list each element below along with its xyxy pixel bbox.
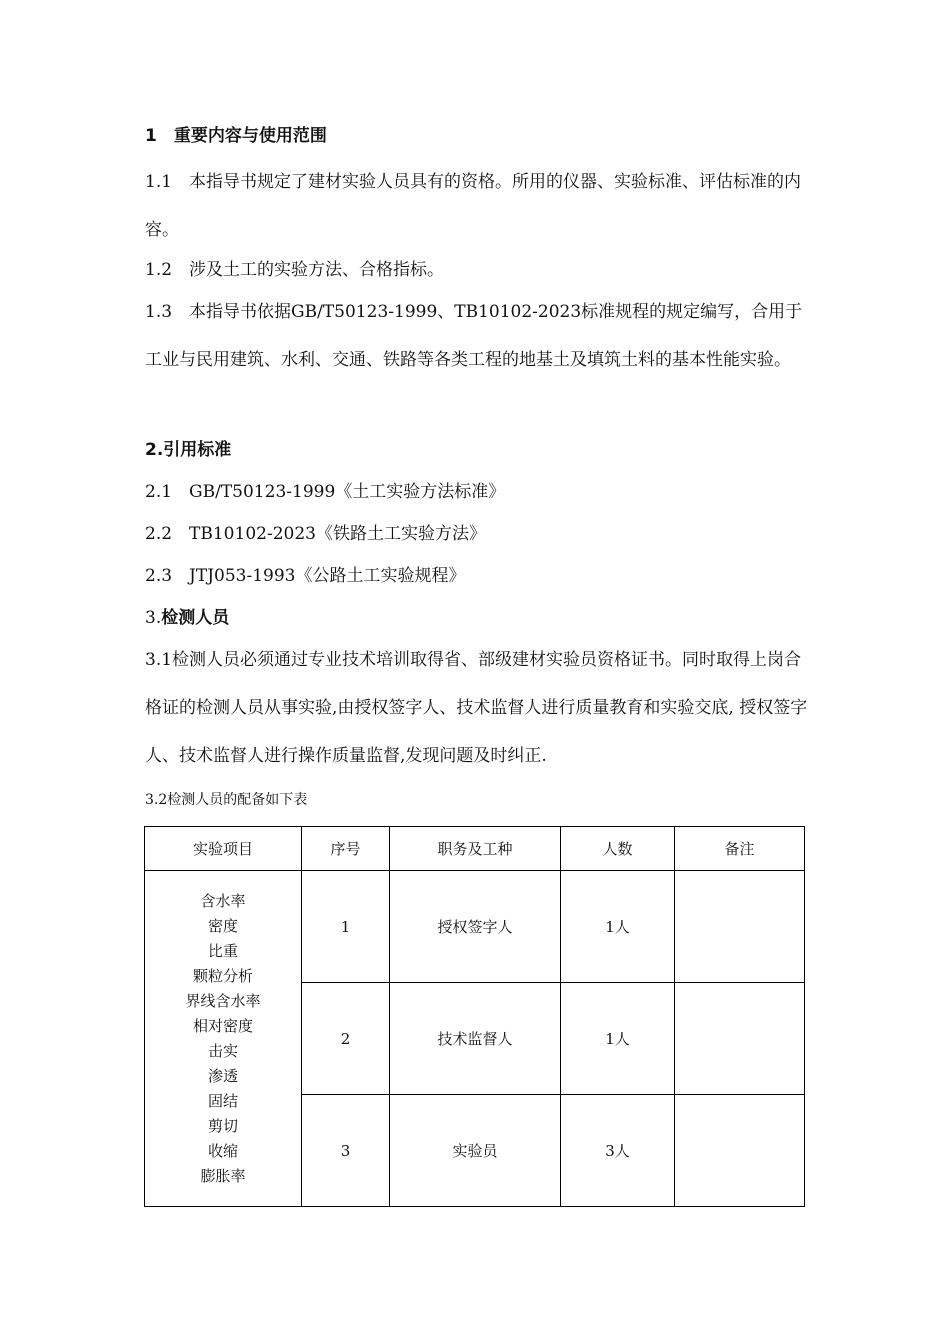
role-cell: 实验员	[390, 1095, 561, 1207]
project-list-cell	[145, 871, 302, 1207]
project-item: 固结	[207, 1091, 238, 1110]
paragraph-1-2: 1.2 涉及土工的实验方法、合格指标。	[145, 260, 445, 280]
role-cell: 技术监督人	[390, 983, 561, 1095]
note-cell	[675, 871, 805, 983]
section-3-heading-text: 检测人员	[161, 608, 230, 628]
section-1-heading: 1 重要内容与使用范围	[145, 126, 327, 146]
note-cell	[675, 1095, 805, 1207]
paragraph-1-3: 1.3 本指导书依据GB/T50123-1999、TB10102-2023标准规程的规定编写，合用于工业与民用建筑、水利、交通、铁路等各类工程的地基土及填筑土料的基本性能实验。	[145, 302, 803, 370]
project-item: 渗透	[207, 1066, 238, 1085]
staffing-table	[144, 826, 805, 1207]
project-item: 颗粒分析	[192, 966, 253, 985]
row-number-cell: 2	[302, 983, 390, 1095]
project-item: 含水率	[200, 891, 246, 910]
count-cell: 3人	[561, 1095, 675, 1207]
project-item: 剪切	[207, 1116, 238, 1135]
count-cell: 1人	[561, 983, 675, 1095]
section-3-heading	[145, 606, 229, 630]
project-item: 膨胀率	[200, 1166, 246, 1185]
paragraph-3-2: 3.2检测人员的配备如下表	[145, 792, 308, 808]
table-row	[145, 871, 805, 983]
table-header-row	[145, 827, 805, 871]
project-item: 相对密度	[192, 1016, 253, 1035]
reference-2-1: 2.1 GB/T50123-1999《土工实验方法标准》	[145, 482, 506, 502]
project-item: 收缩	[207, 1141, 238, 1160]
paragraph-1-1: 1.1 本指导书规定了建材实验人员具有的资格。所用的仪器、实验标准、评估标准的内容。	[145, 172, 802, 240]
project-item: 密度	[207, 916, 238, 935]
header-cell: 实验项目	[145, 827, 302, 871]
count-cell: 1人	[561, 871, 675, 983]
header-cell: 序号	[302, 827, 390, 871]
reference-2-3: 2.3 JTJ053-1993《公路土工实验规程》	[145, 566, 466, 586]
section-3-heading-number: 3.	[145, 608, 162, 628]
header-cell: 职务及工种	[390, 827, 561, 871]
section-2-heading: 2.引用标准	[145, 440, 232, 460]
row-number-cell: 3	[302, 1095, 390, 1207]
row-number-cell: 1	[302, 871, 390, 983]
project-item: 界线含水率	[185, 991, 261, 1010]
project-item: 比重	[207, 941, 238, 960]
project-item: 击实	[207, 1041, 238, 1060]
header-cell: 人数	[561, 827, 675, 871]
paragraph-3-1: 3.1检测人员必须通过专业技术培训取得省、部级建材实验员资格证书。同时取得上岗合格证的检测人员从事实验,由授权签字人、技术监督人进行质量教育和实验交底, 授权签字人、技术监督人进行操作质量监督,发现问题及时纠正.	[145, 650, 808, 766]
role-cell: 授权签字人	[390, 871, 561, 983]
note-cell	[675, 983, 805, 1095]
reference-2-2: 2.2 TB10102-2023《铁路土工实验方法》	[145, 524, 486, 544]
header-cell: 备注	[675, 827, 805, 871]
